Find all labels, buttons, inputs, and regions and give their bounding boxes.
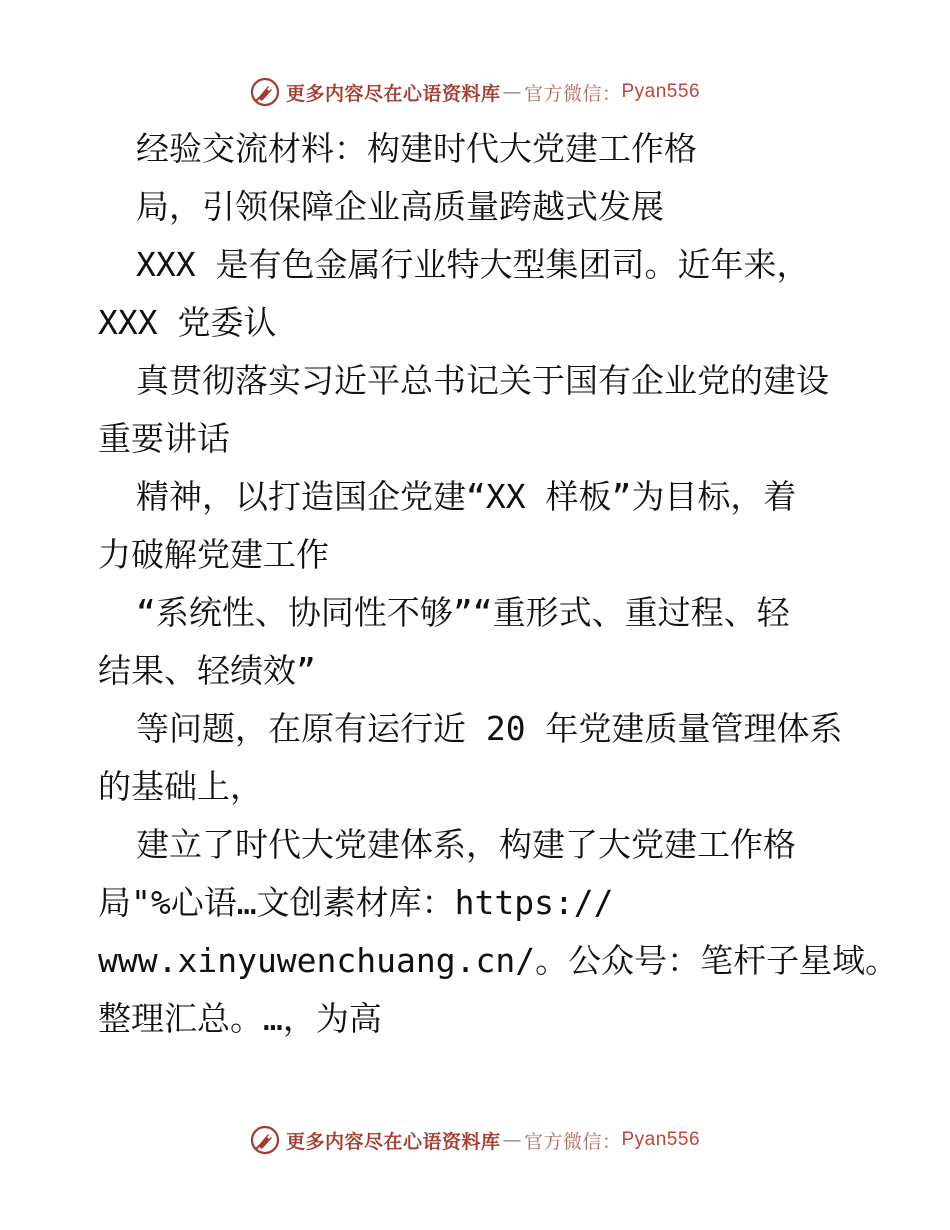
title-line-2: 局，引领保障企业高质量跨越式发展	[136, 187, 664, 226]
watermark-text: 更多内容尽在心语资料库	[285, 1130, 501, 1153]
document-body	[98, 120, 899, 1048]
watermark-text: 更多内容尽在心语资料库	[285, 82, 501, 105]
paragraph-line: 结果、轻绩效”	[98, 651, 316, 690]
paragraph-line: 等问题，在原有运行近 20 年党建质量管理体系	[136, 709, 843, 748]
paragraph-line: 精神，以打造国企党建“XX 样板”为目标，着	[136, 477, 797, 516]
watermark-wechat-label: 官方微信：	[523, 1130, 622, 1153]
paragraph-line: 重要讲话	[98, 419, 230, 458]
paragraph-line: 的基础上，	[98, 767, 263, 806]
paragraph-line: 力破解党建工作	[98, 535, 329, 574]
watermark-wechat-id: Pyan556	[621, 1129, 701, 1150]
paragraph-line: XXX 党委认	[98, 303, 277, 342]
watermark-banner-top	[0, 72, 950, 112]
paragraph-line: “系统性、协同性不够”“重形式、重过程、轻	[136, 593, 790, 632]
paragraph-line: 整理汇总。…，为高	[98, 999, 382, 1038]
watermark-banner-bottom	[0, 1120, 950, 1160]
paragraph-line: XXX 是有色金属行业特大型集团司。近年来，	[136, 245, 810, 284]
watermark-dash: —	[502, 81, 522, 103]
watermark-wechat-label: 官方微信：	[523, 82, 622, 105]
paragraph-line: 局"%心语…文创素材库：https://	[98, 883, 614, 922]
title-line-1: 经验交流材料：构建时代大党建工作格	[136, 129, 697, 168]
watermark-dash: —	[502, 1129, 522, 1151]
watermark-wechat-id: Pyan556	[621, 81, 701, 102]
pen-nib-logo-icon	[250, 77, 280, 107]
pen-nib-logo-icon	[250, 1125, 280, 1155]
paragraph-line: 建立了时代大党建体系，构建了大党建工作格	[136, 825, 796, 864]
paragraph-line: 真贯彻落实习近平总书记关于国有企业党的建设	[136, 361, 829, 400]
paragraph-line: www.xinyuwenchuang.cn/。公众号：笔杆子星域。	[98, 941, 899, 980]
